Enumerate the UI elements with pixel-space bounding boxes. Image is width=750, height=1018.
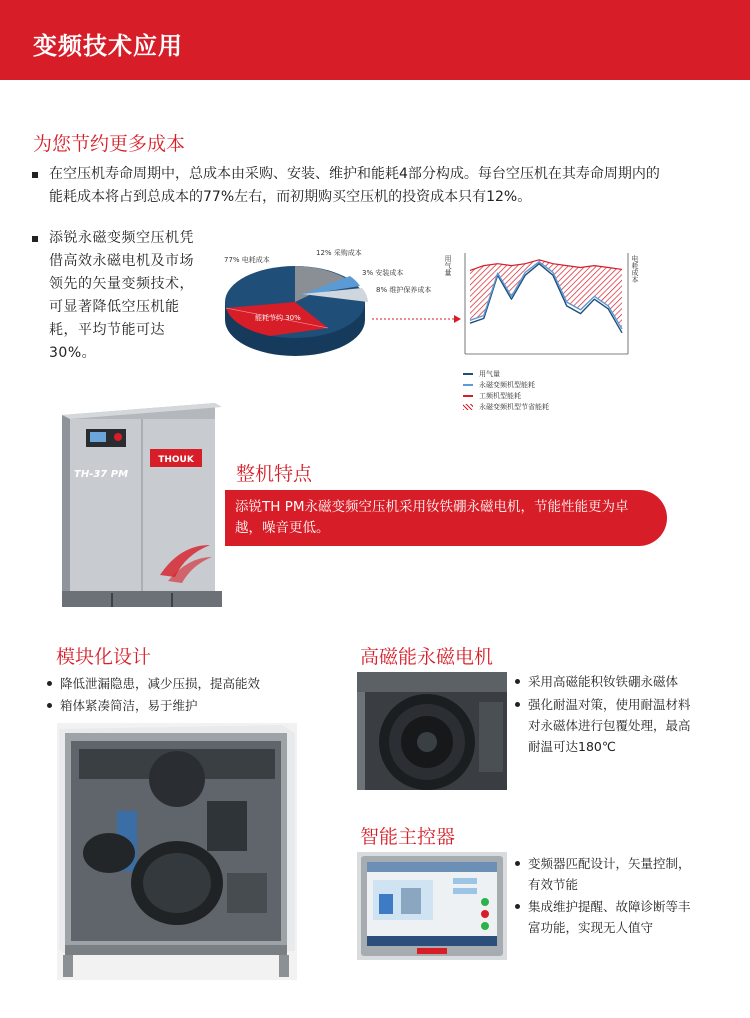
legend-item: 工频机型能耗 [463,390,549,401]
motor-item-2: 强化耐温对策，使用耐温材料对永磁体进行包覆处理，最高耐温可达180℃ [528,694,693,757]
pie-to-chart-arrow [372,314,462,324]
savings-bullet-1: 在空压机寿命周期中，总成本由采购、安装、维护和能耗4部分构成。每台空压机在其寿命周期内的能耗成本将占到总成本的77%左右，而初期购买空压机的投资成本只有12%。 [49,163,669,209]
legend-item: 用气量 [463,368,549,379]
controller-screen-image [357,852,507,960]
features-banner [225,490,667,546]
pie-label-saving: 能耗节约 30% [255,314,301,322]
legend-item: 永磁变频机型节省能耗 [463,401,549,412]
controller-item-2: 集成维护提醒、故障诊断等丰富功能，实现无人值守 [528,896,693,938]
pie-label-purchase: 12% 采购成本 [316,249,362,257]
features-text: 添锐TH PM永磁变频空压机采用钕铁硼永磁电机，节能性能更为卓越，噪音更低。 [235,499,629,536]
modular-title: 模块化设计 [56,646,152,668]
page-header [0,0,750,80]
pie-label-maintain: 8% 维护保养成本 [376,286,432,294]
brand-logo: THOUK [158,455,194,465]
pie-label-install: 3% 安装成本 [362,269,404,277]
modular-interior-image [57,723,297,980]
model-label: TH-37 PM [74,469,129,480]
motor-item-1: 采用高磁能积钕铁硼永磁体 [528,671,708,692]
chart-ylabel-left: 用气量 [444,255,452,276]
motor-image [357,672,507,790]
controller-title: 智能主控器 [360,826,456,848]
energy-line-chart [450,248,640,366]
motor-title: 高磁能永磁电机 [360,646,494,668]
pie-label-energy: 77% 电耗成本 [224,256,270,264]
controller-item-1: 变频器匹配设计，矢量控制，有效节能 [528,853,698,895]
chart-legend [463,368,549,412]
modular-item-1: 降低泄漏隐患，减少压损，提高能效 [60,673,310,694]
modular-item-2: 箱体紧凑简洁，易于维护 [60,695,310,716]
page-title: 变频技术应用 [33,32,183,60]
savings-title: 为您节约更多成本 [33,133,186,155]
features-title: 整机特点 [236,463,313,485]
legend-item: 永磁变频机型能耗 [463,379,549,390]
savings-bullet-2: 添锐永磁变频空压机凭借高效永磁电机及市场领先的矢量变频技术，可显著降低空压机能耗，平均节能可达30%。 [49,227,199,365]
chart-ylabel-right: 电耗成本 [631,255,639,283]
compressor-machine-image [50,395,230,610]
